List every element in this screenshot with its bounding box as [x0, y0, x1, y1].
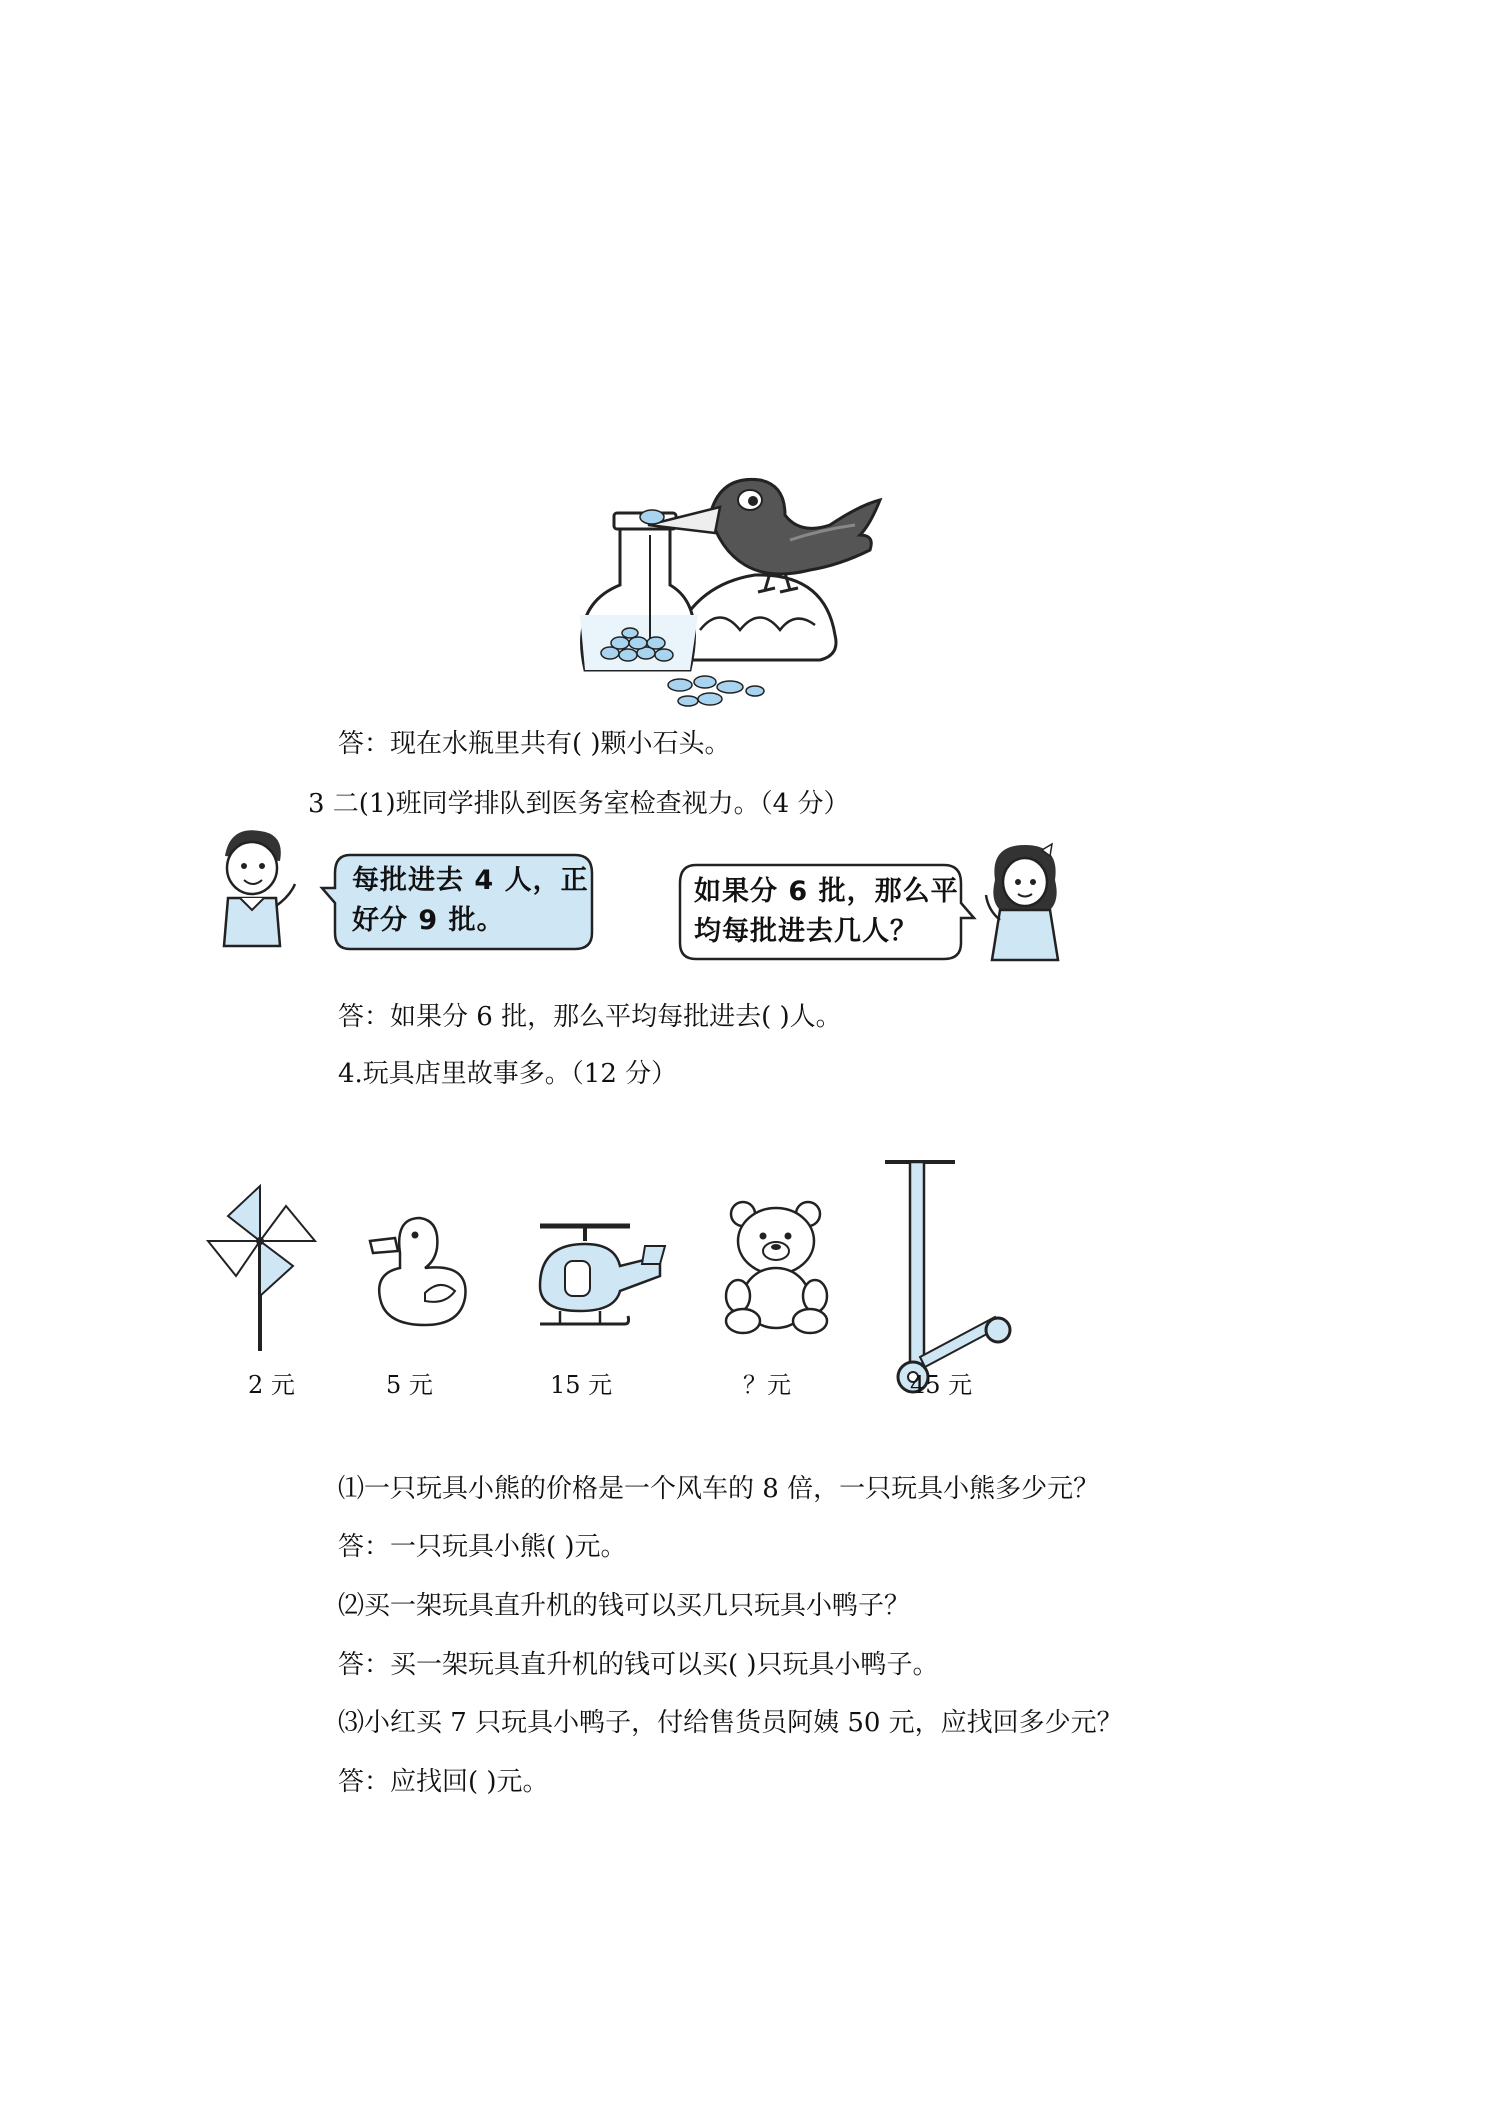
girl-bubble-line-2: 均每批进去几人？ — [694, 916, 918, 947]
duck-icon — [365, 1213, 475, 1333]
boy-bubble-line-2: 好分 9 批。 — [352, 905, 505, 936]
q4-answer-1: 答：一只玩具小熊( )元。 — [338, 1532, 627, 1562]
q3-answer: 答：如果分 6 批，那么平均每批进去( )人。 — [338, 1002, 842, 1032]
girl-illustration — [980, 840, 1070, 965]
q2-answer: 答：现在水瓶里共有( )颗小石头。 — [338, 729, 731, 759]
q4-subquestion-2: ⑵买一架玩具直升机的钱可以买几只玩具小鸭子？ — [338, 1591, 911, 1621]
q4-subquestion-1: ⑴一只玩具小熊的价格是一个风车的 8 倍，一只玩具小熊多少元？ — [338, 1474, 1100, 1504]
price-pinwheel: 2 元 — [248, 1371, 295, 1399]
scooter-icon — [885, 1152, 1015, 1402]
q4-subquestion-3: ⑶小红买 7 只玩具小鸭子，付给售货员阿姨 50 元，应找回多少元？ — [338, 1708, 1123, 1738]
girl-bubble-text — [694, 872, 959, 952]
q4-answer-3: 答：应找回( )元。 — [338, 1767, 549, 1797]
price-scooter: 45 元 — [910, 1371, 973, 1399]
teddy-bear-icon — [718, 1196, 838, 1336]
helicopter-icon — [520, 1216, 670, 1336]
price-helicopter: 15 元 — [550, 1371, 613, 1399]
q4-answer-2: 答：买一架玩具直升机的钱可以买( )只玩具小鸭子。 — [338, 1650, 939, 1680]
boy-illustration — [210, 826, 300, 956]
girl-bubble-line-1: 如果分 6 批，那么平 — [694, 876, 959, 907]
price-teddy-bear: ？元 — [743, 1371, 791, 1399]
crow-bottle-illustration — [570, 455, 890, 715]
boy-bubble-line-1: 每批进去 4 人，正 — [352, 865, 589, 896]
price-duck: 5 元 — [386, 1371, 433, 1399]
pinwheel-icon — [208, 1186, 318, 1356]
q3-title: 3 二(1)班同学排队到医务室检查视力。（4 分） — [308, 789, 850, 819]
boy-bubble-text — [352, 861, 589, 941]
q4-title: 4.玩具店里故事多。（12 分） — [338, 1059, 678, 1089]
